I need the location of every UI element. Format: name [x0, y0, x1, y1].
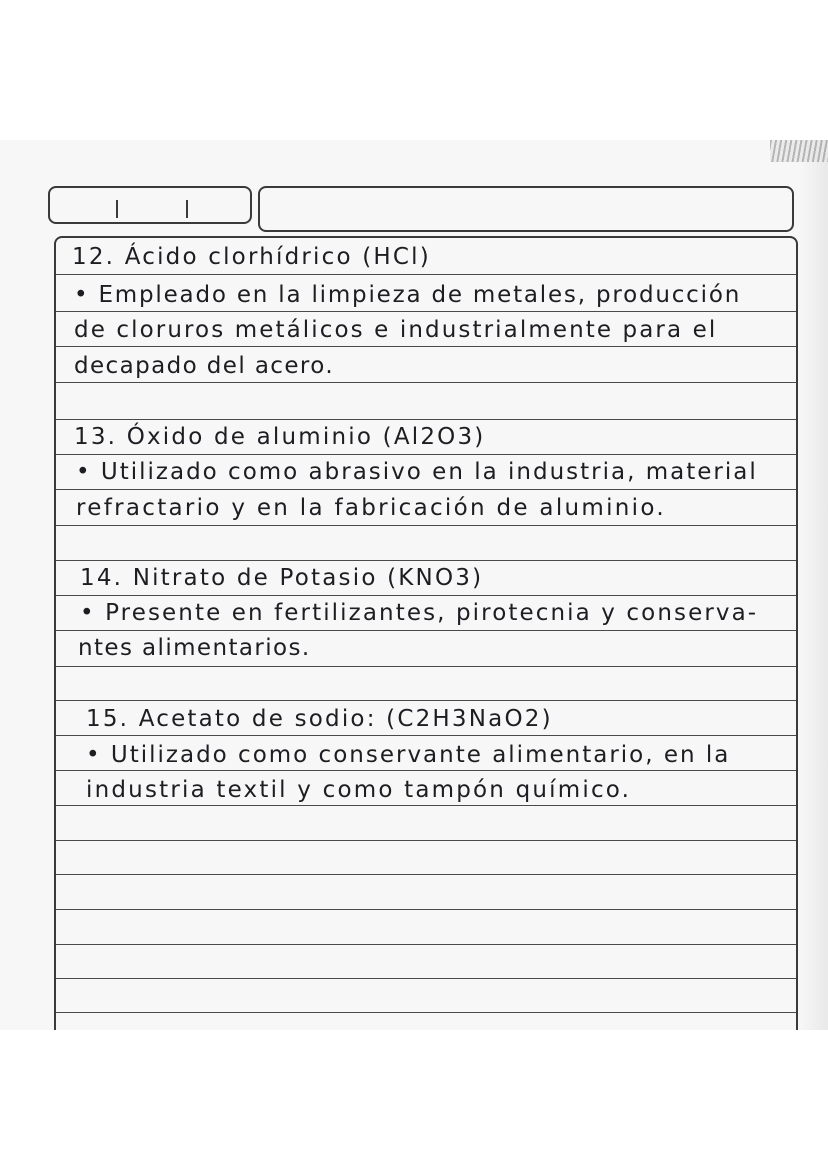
item-text-line: de cloruros metálicos e industrialmente para el — [74, 317, 718, 343]
ruled-line — [56, 805, 796, 806]
header-title-box — [258, 186, 794, 232]
ruled-line — [56, 595, 796, 596]
ruled-line — [56, 840, 796, 841]
item-title-kno3: 14. Nitrato de Potasio (KNO3) — [80, 565, 484, 591]
ruled-line — [56, 700, 796, 701]
photo-background-bottom — [0, 1030, 828, 1171]
photo-background-top — [0, 0, 828, 140]
item-text-line: • Presente en fertilizantes, pirotecnia y conserva- — [80, 600, 759, 626]
ruled-line — [56, 770, 796, 771]
date-separator — [116, 200, 118, 218]
ruled-line — [56, 346, 796, 347]
ruled-line — [56, 666, 796, 667]
item-title-c2h3nao2: 15. Acetato de sodio: (C2H3NaO2) — [86, 706, 553, 732]
item-text-line: • Utilizado como abrasivo en la industria, material — [76, 459, 758, 485]
ruled-line — [56, 909, 796, 910]
item-title-hcl: 12. Ácido clorhídrico (HCl) — [72, 244, 431, 270]
ruled-line — [56, 735, 796, 736]
item-text-line: industria textil y como tampón químico. — [86, 777, 632, 803]
spiral-binding-edge — [770, 140, 828, 162]
ruled-line — [56, 944, 796, 945]
item-title-al2o3: 13. Óxido de aluminio (Al2O3) — [74, 424, 486, 450]
item-text-line: ntes alimentarios. — [78, 635, 311, 661]
ruled-line — [56, 560, 796, 561]
ruled-line — [56, 525, 796, 526]
ruled-line — [56, 419, 796, 420]
item-text-line: decapado del acero. — [74, 353, 335, 379]
ruled-line — [56, 382, 796, 383]
ruled-line — [56, 978, 796, 979]
ruled-line — [56, 489, 796, 490]
ruled-line — [56, 874, 796, 875]
ruled-line — [56, 311, 796, 312]
ruled-line — [56, 274, 796, 275]
ruled-line — [56, 630, 796, 631]
item-text-line: • Utilizado como conservante alimentario, en la — [86, 742, 731, 768]
page-edge-shadow — [800, 140, 828, 1030]
ruled-line — [56, 454, 796, 455]
item-text-line: • Empleado en la limpieza de metales, producción — [74, 282, 742, 308]
item-text-line: refractario y en la fabricación de aluminio. — [76, 495, 666, 521]
date-box — [48, 186, 252, 224]
ruled-line — [56, 1012, 796, 1013]
date-separator — [186, 200, 188, 218]
